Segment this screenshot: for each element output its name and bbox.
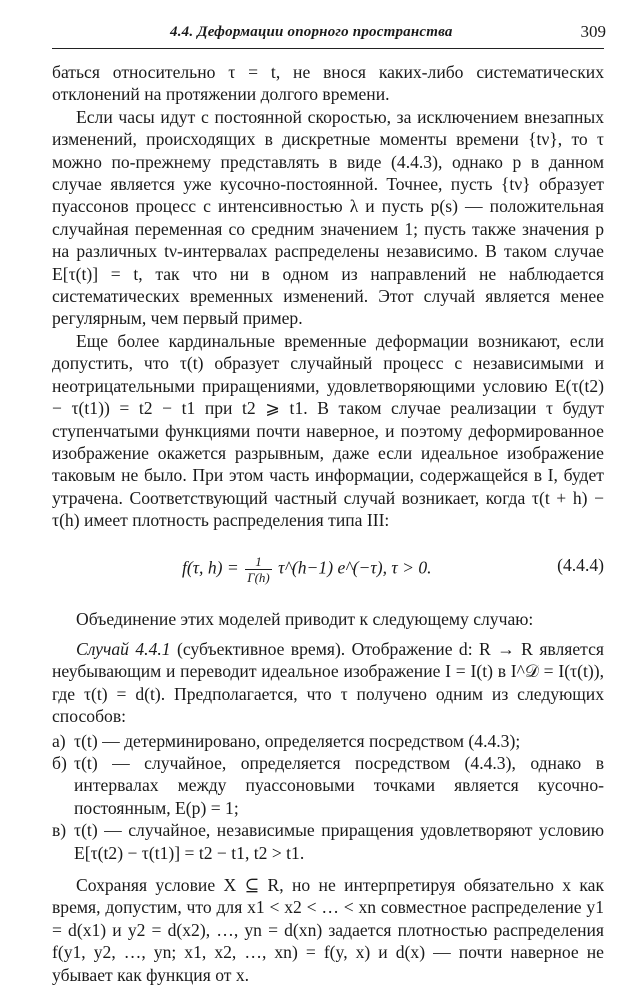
page-header — [52, 22, 604, 49]
list-item-text: τ(t) — детерминировано, определяется посредством (4.4.3); — [74, 730, 521, 751]
list-item-text: τ(t) — случайное, определяется посредством (4.4.3), однако в интервалах между пуассоновыми точками является кусочно-постоянным, E(p) = 1; — [74, 752, 604, 818]
paragraph-joint-distribution: Сохраняя условие X ⊆ R, но не интерпретируя обязательно x как время, допустим, что для x1 < x2 < … < xn совместное распределение y1 = d(x1) и y2 = d(x2), …, yn = d(xn) задается плотностью распределения f(y1, y2, …, yn; x1, x2, …, xn) = f(y, x) и d(x) — почти наверное не убывает как функция от x. — [52, 875, 604, 985]
list-item — [52, 730, 604, 752]
page-number: 309 — [580, 22, 606, 41]
list-item-text: τ(t) — случайное, независимые приращения удовлетворяют условию E[τ(t2) − τ(t1)] = t2 − t1, t2 > t1. — [74, 820, 604, 863]
list-item — [52, 752, 604, 819]
case-paragraph — [52, 638, 604, 728]
paragraph-deformations: Еще более кардинальные временные деформации возникают, если допустить, что τ(t) образует случайный процесс с независимыми и неотрицательными приращениями, удовлетворяющими условию E(τ(t2) − τ(t1)) = t2 − t1 при t2 ⩾ t1. В таком случае реализации τ будут ступенчатыми функциями почти наверное, и поэтому деформированное изображение окажется разрывным, даже если идеальное изображение таковым не было. При этом часть информации, содержащейся в I, будет утрачена. Соответствующий частный случай возникает, когда τ(t + h) − τ(h) имеет плотность распределения типа III: — [52, 330, 604, 531]
fraction-denominator: Γ(h) — [247, 569, 270, 585]
running-title: 4.4. Деформации опорного пространства — [170, 24, 453, 40]
list-item — [52, 819, 604, 864]
list-marker: б) — [52, 752, 67, 773]
list-marker: а) — [52, 730, 66, 751]
formula-rhs: τ^(h−1) e^(−τ), τ > 0. — [278, 557, 432, 578]
formula-body — [182, 554, 432, 585]
paragraph-combination: Объединение этих моделей приводит к следующему случаю: — [76, 608, 534, 629]
fraction-numerator: 1 — [245, 554, 272, 570]
case-text: (субъективное время). Отображение d: R → R является неубывающим и переводит идеальное изображение I = I(t) в I^𝒟 = I(τ(t)), где τ(t) = d(t). Предполагается, что τ получено одним из следующих способов: — [52, 638, 604, 727]
paragraph-clock: Если часы идут с постоянной скоростью, за исключением внезапных изменений, происходящих в дискретные моменты времени {tν}, то τ можно по-прежнему представлять в виде (4.4.3), однако p в данном случае является уже кусочно-постоянной. Точнее, пусть {tν} образует пуассонов процесс с интенсивностью λ и пусть p(s) — положительная случайная переменная со средним значением 1; пусть также значения p на различных tν-интервалах распределены независимо. В таком случае E[τ(t)] = t, так что ни в одном из направлений не наблюдается систематических временных изменений. Этот случай является менее регулярным, чем первый пример. — [52, 106, 604, 329]
list-marker: в) — [52, 820, 67, 841]
formula-lhs: f(τ, h) = — [182, 557, 239, 578]
formula-fraction — [245, 554, 272, 585]
case-title: Случай 4.4.1 — [76, 638, 171, 659]
formula-4-4-4 — [52, 542, 604, 594]
book-page — [52, 22, 604, 986]
case-options-list — [52, 730, 604, 864]
body-text — [52, 61, 604, 986]
paragraph-continuation: баться относительно τ = t, не внося каких-либо систематических отклонений на протяжении долгого времени. — [52, 62, 604, 105]
formula-number: (4.4.4) — [557, 554, 604, 575]
